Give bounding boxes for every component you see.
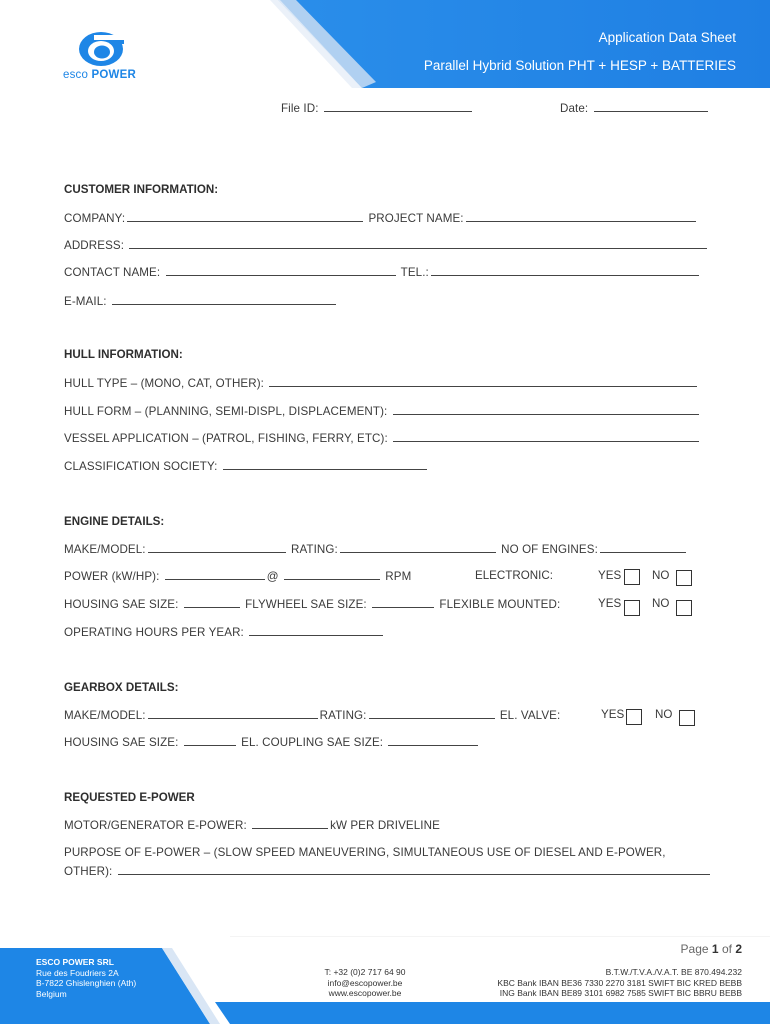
hull-type-row xyxy=(64,376,699,390)
engine-at-sign: @ xyxy=(266,570,279,583)
electronic-no-checkbox[interactable] xyxy=(676,570,692,586)
valve-no-checkbox[interactable] xyxy=(679,710,695,726)
project-name-label: PROJECT NAME: xyxy=(368,212,464,225)
page-prefix: Page xyxy=(680,942,709,956)
purpose-row-2 xyxy=(64,864,712,878)
company-line[interactable] xyxy=(127,211,363,222)
valve-yes-label: YES xyxy=(601,708,625,721)
date-line[interactable] xyxy=(594,101,708,112)
engine-housing-row xyxy=(64,597,560,611)
vessel-application-line[interactable] xyxy=(393,431,699,442)
engine-power-label: POWER (kW/HP): xyxy=(64,570,160,583)
gearbox-make-label: MAKE/MODEL: xyxy=(64,709,146,722)
motor-generator-label: MOTOR/GENERATOR E-POWER: xyxy=(64,819,247,832)
engine-housing-line[interactable] xyxy=(184,597,240,608)
epower-heading: REQUESTED E-POWER xyxy=(64,791,195,804)
vessel-application-label: VESSEL APPLICATION – (PATROL, FISHING, FERRY, ETC): xyxy=(64,432,388,445)
classification-row xyxy=(64,459,429,473)
engine-count-label: NO OF ENGINES: xyxy=(501,543,598,556)
page-of: of xyxy=(721,942,732,956)
footer-street: Rue des Foudriers 2A xyxy=(36,967,119,978)
logo-wordmark xyxy=(63,69,136,81)
file-id-label: File ID: xyxy=(281,102,319,115)
el-valve-label: EL. VALVE: xyxy=(499,709,561,722)
classification-label: CLASSIFICATION SOCIETY: xyxy=(64,460,218,473)
gearbox-housing-row xyxy=(64,735,480,749)
motor-generator-row xyxy=(64,818,440,832)
address-label: ADDRESS: xyxy=(64,239,125,252)
hull-form-line[interactable] xyxy=(393,404,699,415)
valve-no-label: NO xyxy=(655,708,673,721)
engine-make-row xyxy=(64,542,688,556)
electronic-label: ELECTRONIC: xyxy=(475,569,553,582)
hull-form-row xyxy=(64,404,701,418)
footer-address xyxy=(36,957,136,999)
engine-make-line[interactable] xyxy=(148,542,286,553)
vessel-application-row xyxy=(64,431,701,445)
email-label: E-MAIL: xyxy=(64,295,107,308)
gearbox-housing-label: HOUSING SAE SIZE: xyxy=(64,736,179,749)
footer-bank-kbc: KBC Bank IBAN BE36 7330 2270 3181 SWIFT BIC KRED BEBB xyxy=(497,977,742,988)
gearbox-make-line[interactable] xyxy=(148,708,318,719)
flexible-yes-checkbox[interactable] xyxy=(624,600,640,616)
engine-rating-line[interactable] xyxy=(340,542,496,553)
hull-type-line[interactable] xyxy=(269,376,697,387)
flexible-mounted-label: FLEXIBLE MOUNTED: xyxy=(439,598,561,611)
footer-bank-ing: ING Bank IBAN BE89 3101 6982 7585 SWIFT BIC BBRU BEBB xyxy=(499,988,742,998)
address-line[interactable] xyxy=(129,238,707,249)
contact-name-label: CONTACT NAME: xyxy=(64,266,161,279)
flexible-no-label: NO xyxy=(652,597,670,610)
address-row xyxy=(64,238,709,252)
customer-heading: CUSTOMER INFORMATION: xyxy=(64,183,219,196)
valve-yes-checkbox[interactable] xyxy=(626,709,642,725)
el-coupling-label: EL. COUPLING SAE SIZE: xyxy=(241,736,384,749)
motor-generator-line[interactable] xyxy=(252,818,328,829)
electronic-no-label: NO xyxy=(652,569,670,582)
contact-name-line[interactable] xyxy=(166,265,396,276)
engine-rating-label: RATING: xyxy=(290,543,338,556)
electronic-yes-label: YES xyxy=(598,569,622,582)
tel-line[interactable] xyxy=(431,265,699,276)
engine-housing-label: HOUSING SAE SIZE: xyxy=(64,598,179,611)
engine-count-line[interactable] xyxy=(600,542,686,553)
hull-type-label: HULL TYPE – (MONO, CAT, OTHER): xyxy=(64,377,265,390)
operating-hours-row xyxy=(64,625,385,639)
flexible-yes-label: YES xyxy=(598,597,622,610)
logo-wordmark-power: POWER xyxy=(91,69,136,81)
operating-hours-label: OPERATING HOURS PER YEAR: xyxy=(64,626,244,639)
engine-rpm-label: RPM xyxy=(385,570,412,583)
gearbox-rating-line[interactable] xyxy=(369,708,495,719)
footer-bank-info xyxy=(497,967,742,999)
footer-country: Belgium xyxy=(36,988,67,999)
file-id-field[interactable] xyxy=(281,101,474,115)
classification-line[interactable] xyxy=(223,459,427,470)
hull-form-label: HULL FORM – (PLANNING, SEMI-DISPL, DISPLACEMENT): xyxy=(64,405,388,418)
date-label: Date: xyxy=(560,102,589,115)
email-row xyxy=(64,294,338,308)
electronic-yes-checkbox[interactable] xyxy=(624,569,640,585)
header-title: Application Data Sheet xyxy=(598,30,736,45)
email-line[interactable] xyxy=(112,294,336,305)
footer-vat: B.T.W./T.V.A./V.A.T. BE 870.494.232 xyxy=(605,967,742,977)
gearbox-make-row xyxy=(64,708,560,722)
flywheel-line[interactable] xyxy=(372,597,434,608)
purpose-line-1: PURPOSE OF E-POWER – (SLOW SPEED MANEUVERING, SIMULTANEOUS USE OF DIESEL AND E-POWER, xyxy=(64,846,666,859)
flywheel-label: FLYWHEEL SAE SIZE: xyxy=(245,598,367,611)
motor-generator-unit: kW PER DRIVELINE xyxy=(330,819,440,832)
gearbox-housing-line[interactable] xyxy=(184,735,236,746)
company-row xyxy=(64,211,698,225)
footer-web-link[interactable]: www.escopower.be xyxy=(328,988,402,998)
footer-contact xyxy=(300,967,430,999)
engine-rpm-line[interactable] xyxy=(284,569,380,580)
company-label: COMPANY: xyxy=(64,212,126,225)
gearbox-heading: GEARBOX DETAILS: xyxy=(64,681,179,694)
gearbox-rating-label: RATING: xyxy=(319,709,367,722)
header-subtitle: Parallel Hybrid Solution PHT + HESP + BATTERIES xyxy=(423,58,736,73)
purpose-line[interactable] xyxy=(118,864,710,875)
footer-phone: T: +32 (0)2 717 64 90 xyxy=(324,967,406,977)
engine-heading: ENGINE DETAILS: xyxy=(64,515,165,528)
date-field[interactable] xyxy=(560,101,710,115)
footer-city: B-7822 Ghislenghien (Ath) xyxy=(36,978,137,988)
page-total: 2 xyxy=(735,942,742,956)
flexible-no-checkbox[interactable] xyxy=(676,600,692,616)
file-id-line[interactable] xyxy=(324,101,472,112)
purpose-other-label: OTHER): xyxy=(64,865,113,878)
page-current: 1 xyxy=(711,942,719,956)
project-name-line[interactable] xyxy=(466,211,696,222)
footer-email-link[interactable]: info@escopower.be xyxy=(327,977,403,988)
engine-power-line[interactable] xyxy=(165,569,265,580)
engine-make-label: MAKE/MODEL: xyxy=(64,543,146,556)
footer-company: ESCO POWER SRL xyxy=(36,957,114,967)
engine-power-row xyxy=(64,569,411,583)
operating-hours-line[interactable] xyxy=(249,625,383,636)
el-coupling-line[interactable] xyxy=(388,735,478,746)
tel-label: TEL.: xyxy=(400,266,429,279)
contact-row xyxy=(64,265,701,279)
hull-heading: HULL INFORMATION: xyxy=(64,348,183,361)
logo-wordmark-esco: esco xyxy=(63,69,89,81)
